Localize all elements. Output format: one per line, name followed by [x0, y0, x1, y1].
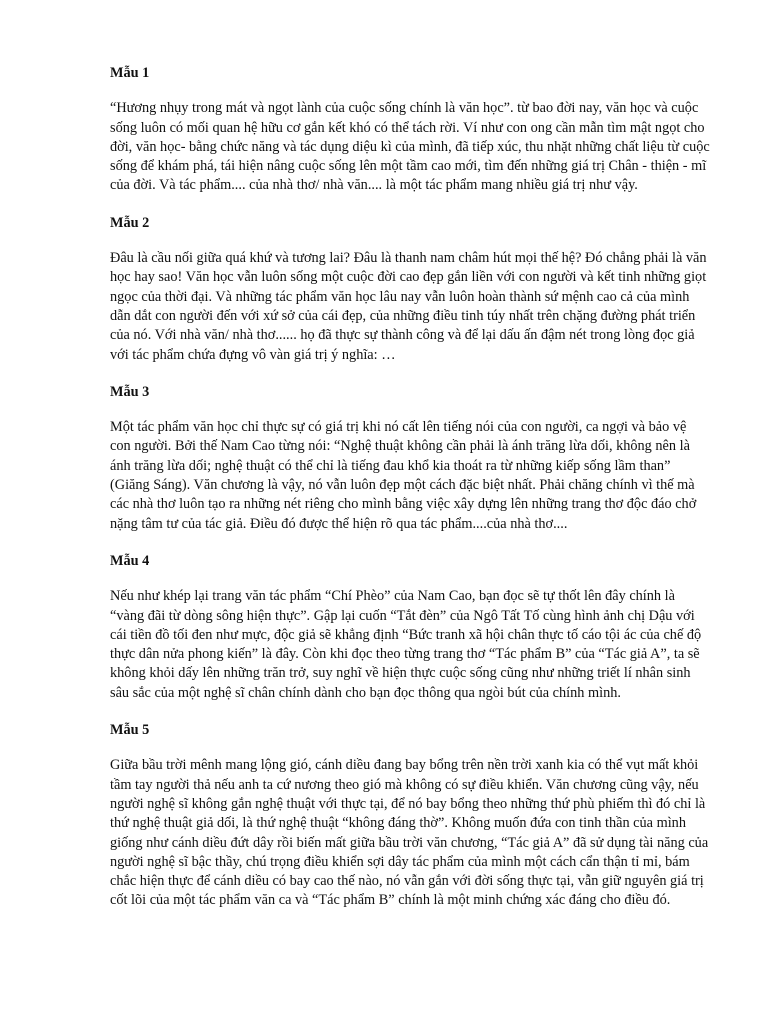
section-heading: Mẫu 5	[110, 722, 150, 739]
document-page	[110, 64, 710, 929]
sample-section-1	[110, 64, 710, 196]
section-paragraph: Một tác phẩm văn học chỉ thực sự có giá trị khi nó cất lên tiếng nói của con người, ca ngợi và bảo vệ con người. Bởi thế Nam Cao từng nói: “Nghệ thuật không cần phải là ánh trăng lừa dối, không nên là ánh trăng lừa dối; nghệ thuật có thể chỉ là tiếng đau khổ kia thoát ra từ những kiếp sống lầm than” (Giăng Sáng). Văn chương là vậy, nó vẫn luôn đẹp một cách đặc biệt nhất. Phải chăng chính vì thế mà các nhà thơ luôn tạo ra những nét riêng cho mình bằng việc xây dựng lên những trang thơ độc đáo chở nặng tâm tư của tác giả. Điều đó được thể hiện rõ qua tác phẩm....của nhà thơ....	[110, 419, 697, 532]
section-heading: Mẫu 1	[110, 65, 150, 81]
section-paragraph: Đâu là cầu nối giữa quá khứ và tương lai? Đâu là thanh nam châm hút mọi thế hệ? Đó chẳng phải là văn học hay sao! Văn học vẫn luôn sống một cuộc đời cao đẹp gắn liền với con người và kết tinh những giọt ngọc của thời đại. Và những tác phẩm văn học lâu nay vẫn luôn hoàn thành sứ mệnh cao cả của mình dẫn dắt con người đến với xứ sở của cái đẹp, của những điều tinh túy nhất trên chặng đường phát triển của nó. Với nhà văn/ nhà thơ...... họ đã thực sự thành công và để lại dấu ấn đậm nét trong lòng đọc giả với tác phẩm chứa đựng vô vàn giá trị ý nghĩa: …	[110, 250, 707, 363]
section-heading: Mẫu 4	[110, 552, 150, 569]
section-heading: Mẫu 3	[110, 383, 150, 400]
sample-section-2	[110, 214, 710, 365]
section-paragraph: Giữa bầu trời mênh mang lộng gió, cánh diều đang bay bổng trên nền trời xanh kia có thể vụt mất khỏi tầm tay người thả nếu anh ta cứ nương theo gió mà không có sự điều khiển. Văn chương cũng vậy, nếu người nghệ sĩ không gắn nghệ thuật với thực tại, để nó bay bổng theo những thứ phù phiếm thì đó chỉ là thứ nghệ thuật giả dối, là thứ nghệ thuật “không đáng thờ”. Không muốn đứa con tinh thần của mình giống như cánh diều đứt dây rồi biến mất giữa bầu trời văn chương, “Tác giả A” đã sử dụng tài năng của người nghệ sĩ bậc thầy, chú trọng điều khiển sợi dây tác phẩm của mình một cách cẩn thận tỉ mỉ, bám chắc hiện thực để cánh diều có bay cao thế nào, nó vẫn gắn với đời sống thực tại, vẫn giữ nguyên giá trị cốt lõi của một tác phẩm văn ca và “Tác phẩm B” chính là một minh chứng xác đáng cho điều đó.	[110, 757, 709, 909]
section-paragraph: “Hương nhụy trong mát và ngọt lành của cuộc sống chính là văn học”. từ bao đời nay, văn học và cuộc sống luôn có mối quan hệ hữu cơ gắn kết khó có thể tách rời. Ví như con ong cần mẫn tìm mật ngọt cho đời, văn học- bằng chức năng và tác dụng diệu kì của mình, đã tiếp xúc, thu nhặt những chất liệu từ cuộc sống để khám phá, tái hiện nâng cuộc sống lên một tầm cao mới, tìm đến những giá trị Chân - thiện - mĩ của đời. Và tác phẩm.... của nhà thơ/ nhà văn.... là một tác phẩm mang nhiều giá trị như vậy.	[110, 100, 710, 194]
section-heading: Mẫu 2	[110, 214, 150, 231]
sample-section-4	[110, 552, 710, 703]
section-paragraph: Nếu như khép lại trang văn tác phẩm “Chí Phèo” của Nam Cao, bạn đọc sẽ tự thốt lên đây chính là “vàng đãi từ dòng sông hiện thực”. Gập lại cuốn “Tắt đèn” của Ngô Tất Tố cùng hình ảnh chị Dậu với cái tiền đồ tối đen như mực, độc giả sẽ khẳng định “Bức tranh xã hội chân thực tố cáo tội ác của chế độ thực dân nửa phong kiến” là đây. Còn khi đọc theo từng trang thơ “Tác phẩm B” của “Tác giả A”, ta sẽ không khỏi dấy lên những trăn trở, suy nghĩ về hiện thực cuộc sống cũng như những triết lí nhân sinh sâu sắc của một nghệ sĩ chân chính dành cho bạn đọc thông qua ngòi bút của chính mình.	[110, 588, 702, 701]
sample-section-5	[110, 721, 710, 911]
sample-section-3	[110, 383, 710, 534]
